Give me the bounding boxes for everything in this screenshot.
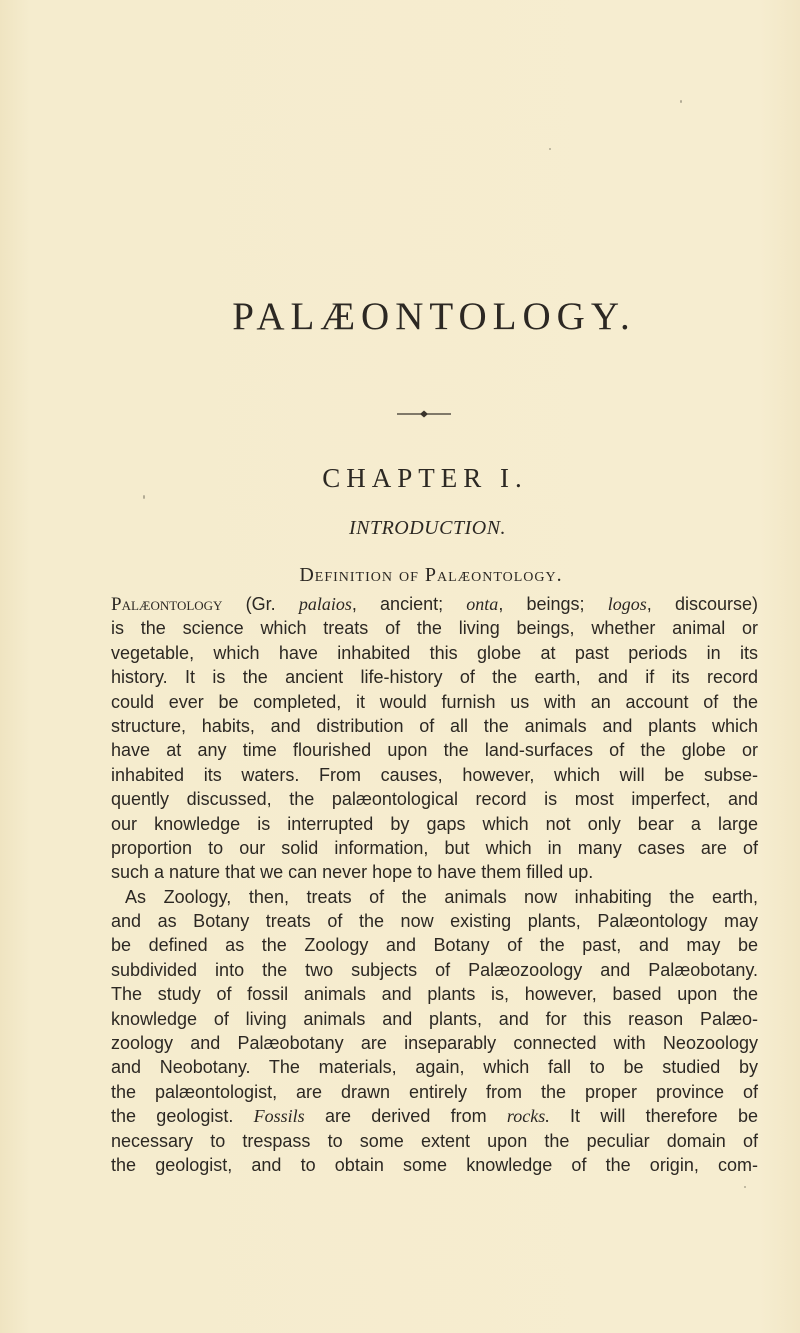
text-line: vegetable, which have inhabited this globe at past periods in its bbox=[111, 642, 758, 663]
greek-term: onta bbox=[466, 594, 499, 614]
italic-term: Fossils bbox=[253, 1106, 305, 1127]
page-title: PALÆONTOLOGY. bbox=[232, 295, 636, 338]
gloss: , discourse) bbox=[646, 594, 758, 614]
text-line: proportion to our solid information, but which in many cases are of bbox=[111, 837, 758, 858]
text-line: and Neobotany. The materials, again, which fall to be studied by bbox=[111, 1057, 758, 1078]
text-line: quently discussed, the palæontological record is most imperfect, and bbox=[111, 789, 758, 810]
text-line: the geologist, and to obtain some knowledge of the origin, com- bbox=[111, 1154, 758, 1175]
text-run: are derived from bbox=[324, 1106, 487, 1127]
text-run: the geologist. bbox=[111, 1106, 234, 1127]
paper-speck bbox=[143, 495, 145, 499]
text-line: The study of fossil animals and plants is, however, based upon the bbox=[111, 984, 758, 1005]
text-line: be defined as the Zoology and Botany of the past, and may be bbox=[111, 935, 758, 956]
text-line: such a nature that we can never hope to have them filled up. bbox=[111, 862, 594, 883]
text-line: have at any time flourished upon the land-surfaces of the globe or bbox=[111, 740, 758, 761]
chapter-heading: CHAPTER I. bbox=[322, 463, 528, 493]
text-run: It will therefore be bbox=[570, 1106, 758, 1127]
text-line bbox=[111, 1104, 758, 1128]
paper-speck bbox=[680, 100, 682, 103]
rule-with-diamond-icon bbox=[397, 408, 451, 420]
lead-term: Palæontology bbox=[111, 594, 223, 615]
text-line: history. It is the ancient life-history of the earth, and if its record bbox=[111, 667, 758, 688]
greek-term: palaios bbox=[298, 594, 352, 614]
gloss: , ancient; bbox=[351, 594, 444, 614]
greek-term: logos bbox=[607, 594, 647, 614]
text-line: zoology and Palæobotany are inseparably connected with Neozoology bbox=[111, 1033, 758, 1054]
italic-term: rocks. bbox=[506, 1106, 550, 1127]
body-text bbox=[111, 592, 758, 1177]
text-line: necessary to trespass to some extent upon the peculiar domain of bbox=[111, 1130, 758, 1151]
subsection-title: Definition of Palæontology. bbox=[299, 564, 563, 586]
text-line: and as Botany treats of the now existing plants, Palæontology may bbox=[111, 911, 758, 932]
text-line: could ever be completed, it would furnish us with an account of the bbox=[111, 691, 758, 712]
section-title: INTRODUCTION. bbox=[348, 517, 507, 539]
text-line: structure, habits, and distribution of all the animals and plants which bbox=[111, 715, 758, 736]
gloss: , beings; bbox=[498, 594, 585, 614]
paper-speck bbox=[744, 1186, 746, 1188]
text-line: As Zoology, then, treats of the animals now inhabiting the earth, bbox=[125, 886, 758, 907]
paper-speck bbox=[549, 148, 551, 150]
text-line: knowledge of living animals and plants, and for this reason Palæo- bbox=[111, 1008, 758, 1029]
text-line: our knowledge is interrupted by gaps which not only bear a large bbox=[111, 813, 758, 834]
text-line: is the science which treats of the living beings, whether animal or bbox=[111, 618, 758, 639]
etymology-open: (Gr. bbox=[245, 594, 276, 614]
text-line bbox=[111, 592, 758, 616]
text-line: inhabited its waters. From causes, however, which will be subse- bbox=[111, 764, 758, 785]
text-line: the palæontologist, are drawn entirely from the proper province of bbox=[111, 1081, 758, 1102]
text-line: subdivided into the two subjects of Palæozoology and Palæobotany. bbox=[111, 959, 758, 980]
